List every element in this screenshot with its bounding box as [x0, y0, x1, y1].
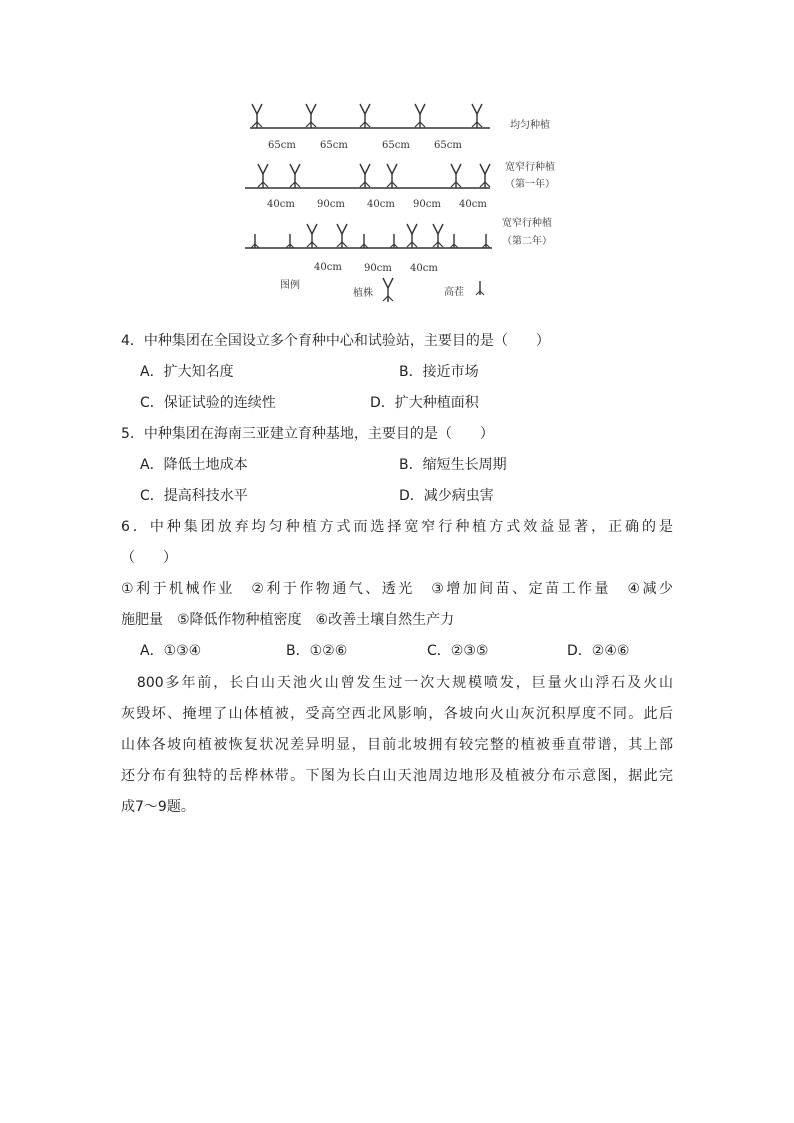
planting-diagram: [240, 95, 600, 310]
plant-icon: [415, 104, 425, 128]
row-label: 宽窄行种植: [502, 218, 552, 229]
spacing-label: 65cm: [382, 140, 410, 151]
question-6-items-line: ①利于机械作业 ②利于作物通气、透光 ③增加间苗、定苗工作量 ④减少: [121, 581, 673, 597]
plant-icon: [433, 224, 443, 248]
row-sublabel: （第二年）: [502, 236, 552, 247]
plant-icon: [290, 164, 300, 188]
legend-plant-label: 植株: [353, 288, 373, 299]
question-4-option-d: D．扩大种植面积: [370, 395, 479, 411]
spacing-label: 65cm: [434, 140, 462, 151]
question-5-option-d: D．减少病虫害: [399, 488, 494, 504]
row-uniform: [250, 104, 550, 151]
passage-line: 成7～9题。: [121, 799, 195, 815]
spacing-label: 40cm: [367, 199, 395, 210]
spacing-label: 65cm: [320, 140, 348, 151]
question-6-stem: [121, 512, 673, 574]
row-wide-narrow-year2: [245, 216, 552, 274]
legend-title: 图例: [280, 280, 300, 291]
question-6-option-c: C．②③⑤: [427, 643, 489, 659]
passage-line: 灰毁坏、掩埋了山体植被，受高空西北风影响，各坡向火山灰沉积厚度不同。此后: [121, 706, 673, 722]
question-5-option-b: B．缩短生长周期: [399, 457, 507, 473]
stubble-icon: [476, 281, 484, 295]
spacing-label: 90cm: [364, 263, 392, 274]
row-label: 宽窄行种植: [505, 162, 555, 173]
plant-icon: [407, 224, 417, 248]
plant-icon: [337, 224, 347, 248]
question-5-option-a: A．降低土地成本: [140, 457, 248, 473]
spacing-label: 65cm: [268, 140, 296, 151]
row-wide-narrow-year1: [245, 160, 555, 210]
row-label: 均匀种植: [510, 120, 550, 131]
plant-icon: [252, 104, 262, 128]
spacing-label: 90cm: [413, 199, 441, 210]
plant-icon: [383, 278, 393, 302]
question-4-option-b: B．接近市场: [399, 364, 479, 380]
question-4-option-a: A．扩大知名度: [140, 364, 234, 380]
question-6-option-d: D．②④⑥: [567, 643, 630, 659]
question-4-option-c: C．保证试验的连续性: [140, 395, 276, 411]
question-6-option-a: A．①③④: [140, 643, 202, 659]
planting-diagram-svg: [240, 95, 600, 310]
plant-icon: [480, 164, 490, 188]
plant-icon: [387, 164, 397, 188]
passage-line: 还分布有独特的岳桦林带。下图为长白山天池周边地形及植被分布示意图，据此完: [121, 768, 673, 784]
question-6-items-line: 施肥量 ⑤降低作物种植密度 ⑥改善土壤自然生产力: [121, 612, 455, 628]
passage-line: 800多年前，长白山天池火山曾发生过一次大规模喷发，巨量火山浮石及火山: [121, 675, 673, 691]
stubble-icon: [360, 234, 368, 248]
stubble-icon: [286, 234, 294, 248]
spacing-label: 90cm: [317, 199, 345, 210]
question-4-stem: 4．中种集团在全国设立多个育种中心和试验站，主要目的是（ ）: [121, 333, 550, 349]
question-6-items: [121, 574, 673, 636]
passage-line: 山体各坡向植被恢复状况差异明显，目前北坡拥有较完整的植被垂直带谱，其上部: [121, 737, 673, 753]
plant-icon: [360, 164, 370, 188]
passage: [121, 668, 673, 823]
legend-stubble-label: 高茬: [444, 287, 464, 298]
stubble-icon: [450, 234, 458, 248]
question-6-option-b: B．①②⑥: [286, 643, 348, 659]
spacing-label: 40cm: [459, 199, 487, 210]
plant-icon: [258, 164, 268, 188]
plant-icon: [472, 104, 482, 128]
row-sublabel: （第一年）: [505, 179, 555, 190]
question-5-stem: 5．中种集团在海南三亚建立育种基地，主要目的是（ ）: [121, 426, 494, 442]
question-6-stem-line: 6．中种集团放弃均匀种植方式而选择宽窄行种植方式效益显著，正确的是: [121, 519, 673, 535]
plant-icon: [360, 104, 370, 128]
stubble-icon: [482, 234, 490, 248]
plant-icon: [451, 164, 461, 188]
legend: [280, 278, 484, 302]
stubble-icon: [251, 234, 259, 248]
spacing-label: 40cm: [267, 199, 295, 210]
plant-icon: [306, 104, 316, 128]
spacing-label: 40cm: [314, 262, 342, 273]
question-5-option-c: C．提高科技水平: [140, 488, 248, 504]
stubble-icon: [390, 234, 398, 248]
plant-icon: [307, 224, 317, 248]
question-6-stem-line: （ ）: [121, 550, 177, 566]
spacing-label: 40cm: [410, 263, 438, 274]
